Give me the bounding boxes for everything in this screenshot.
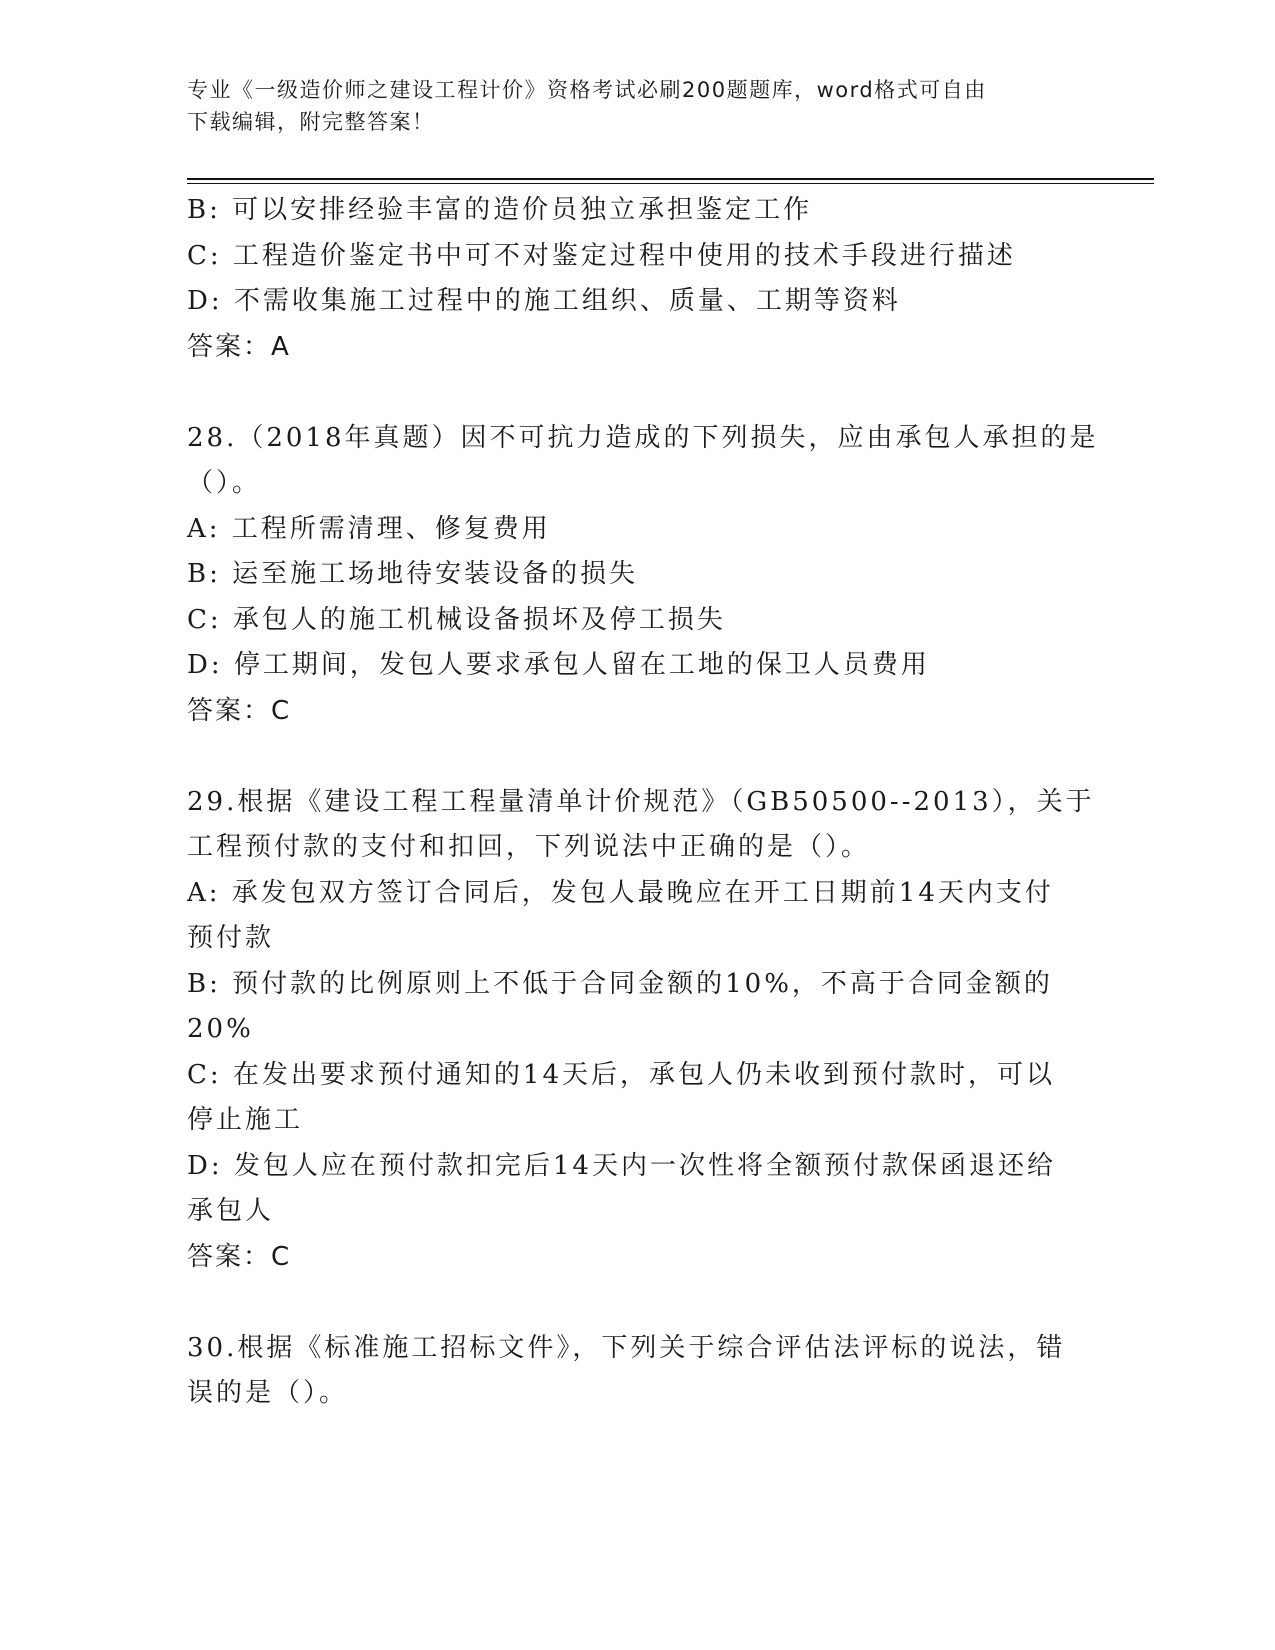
header-divider-thin	[187, 183, 1154, 184]
question-stem: 29.根据《建设工程工程量清单计价规范》（GB50500--2013），关于	[187, 786, 1095, 817]
question-stem-cont: 误的是（）。	[187, 1378, 349, 1408]
answer: 答案：C	[187, 1241, 292, 1272]
option-d: D: 不需收集施工过程中的施工组织、质量、工期等资料	[187, 286, 901, 316]
option-b: B: 运至施工场地待安装设备的损失	[187, 559, 639, 589]
option-b: B: 预付款的比例原则上不低于合同金额的10%，不高于合同金额的	[187, 968, 1053, 999]
header-line-1: 专业《一级造价师之建设工程计价》资格考试必刷200题题库，word格式可自由	[187, 78, 987, 102]
question-stem: 28.（2018年真题）因不可抗力造成的下列损失，应由承包人承担的是	[187, 422, 1099, 453]
option-a: A: 承发包双方签订合同后，发包人最晚应在开工日期前14天内支付	[187, 877, 1054, 908]
question-stem-cont: （）。	[187, 468, 262, 498]
option-d: D: 发包人应在预付款扣完后14天内一次性将全额预付款保函退还给	[187, 1150, 1056, 1181]
option-c-cont: 停止施工	[187, 1105, 304, 1135]
option-c: C: 工程造价鉴定书中可不对鉴定过程中使用的技术手段进行描述	[187, 240, 1016, 271]
question-27-continued	[187, 188, 1087, 370]
option-b-cont: 20%	[187, 1014, 254, 1044]
answer: 答案：A	[187, 331, 291, 362]
answer: 答案：C	[187, 695, 292, 726]
option-a: A: 工程所需清理、修复费用	[187, 513, 551, 544]
option-d-cont: 承包人	[187, 1196, 275, 1226]
spacer	[187, 734, 1087, 780]
option-b: B: 可以安排经验丰富的造价员独立承担鉴定工作	[187, 195, 813, 225]
question-stem: 30.根据《标准施工招标文件》，下列关于综合评估法评标的说法，错	[187, 1332, 1066, 1363]
question-stem-cont: 工程预付款的支付和扣回，下列说法中正确的是（）。	[187, 832, 871, 862]
spacer	[187, 370, 1087, 416]
question-28	[187, 416, 1099, 735]
header-divider-thick	[187, 178, 1154, 180]
option-c: C: 在发出要求预付通知的14天后，承包人仍未收到预付款时，可以	[187, 1059, 1056, 1090]
document-header	[187, 74, 1067, 138]
option-d: D: 停工期间，发包人要求承包人留在工地的保卫人员费用	[187, 650, 930, 680]
option-c: C: 承包人的施工机械设备损坏及停工损失	[187, 604, 726, 635]
header-line-2: 下载编辑，附完整答案！	[187, 110, 435, 134]
spacer	[187, 1280, 1087, 1326]
question-29	[187, 780, 1095, 1281]
question-list	[187, 188, 1099, 1417]
question-30	[187, 1326, 1087, 1417]
option-a-cont: 预付款	[187, 923, 275, 953]
